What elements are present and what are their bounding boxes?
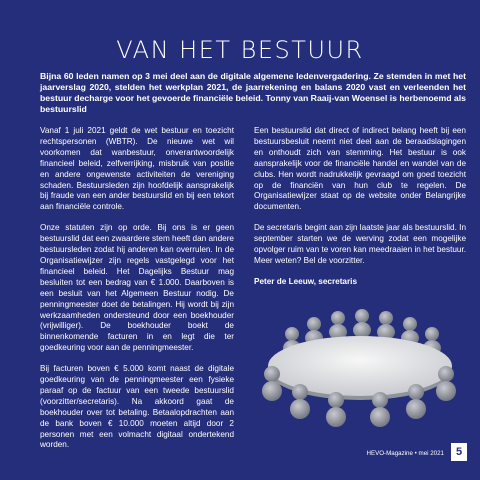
right-paragraph-2: De secretaris begint aan zijn laatste jaar als bestuurslid. In september starten we de werving zodat een mogelijke opvolger ruim van te voren kan meedraaien in het bestuur. Meer weten? Bel de voorzitter. <box>254 223 466 265</box>
meeting-table-icon <box>252 296 466 428</box>
right-column <box>254 126 466 298</box>
left-paragraph-3: Bij facturen boven € 5.000 komt naast de digitale goedkeuring van de penningmeester een fysieke paraaf op de factuur van een tweede bestuurslid (voorzitter/secretaris). Na akkoord gaat de boekhouder over tot betaling. Betaalopdrachten aan de bank boven € 10.000 moeten altijd door 2 personen met een volmacht digitaal ondertekend worden. <box>40 364 234 450</box>
magazine-footer: HEVO-Magazine • mei 2021 <box>366 450 444 457</box>
left-paragraph-1: Vanaf 1 juli 2021 geldt de wet bestuur en toezicht rechtspersonen (WBTR). De nieuwe wet wil voorkomen dat wanbestuur, onverantwoordelijk financieel beleid, zelfverrijking, misbruik van positie en andere ongewenste activiteiten de vereniging schaden. Bestuursleden zijn hoofdelijk aansprakelijk bij fraude van een ander bestuurslid en bij een tekort aan financiële controle. <box>40 126 234 212</box>
left-column <box>40 126 234 461</box>
page-title: VAN HET BESTUUR <box>116 36 364 64</box>
left-paragraph-2: Onze statuten zijn op orde. Bij ons is er geen bestuurslid dat een zwaardere stem heeft dan andere bestuursleden zodat hij anderen kan overrulen. In de Organisatiewijzer zijn regels vastgelegd voor het financieel beleid. Het Dagelijks Bestuur mag besluiten tot een bedrag van € 1.000. Daarboven is een besluit van het Algemeen Bestuur nodig. De penningmeester doet de betalingen. Hij wordt bij zijn werkzaamheden ondersteund door een boekhouder (vrijwilliger). De boekhouder boekt de binnenkomende facturen in en legt die ter goedkeuring voor aan de penningmeester. <box>40 223 234 353</box>
lead-paragraph: Bijna 60 leden namen op 3 mei deel aan de digitale algemene ledenvergadering. Ze stemden in met het jaarverslag 2020, stelden het werkplan 2021, de jaarrekening en balans 2020 vast en verleenden het bestuur decharge voor het gevoerde financiële beleid. Tonny van Raaij-van Woensel is herbenoemd als bestuurslid <box>40 71 466 114</box>
page-number: 5 <box>451 443 467 461</box>
right-paragraph-1: Een bestuurslid dat direct of indirect belang heeft bij een bestuursbesluit neemt niet deel aan de beraadslagingen en onthoudt zich van stemming. Het bestuur is ook aansprakelijk voor de financiële handel en wandel van de clubs. Hen wordt nadrukkelijk gevraagd om goed toezicht op de financiën van hun club te regelen. De Organisatiewijzer staat op de website onder Belangrijke documenten. <box>254 126 466 212</box>
author-signature: Peter de Leeuw, secretaris <box>254 276 358 286</box>
